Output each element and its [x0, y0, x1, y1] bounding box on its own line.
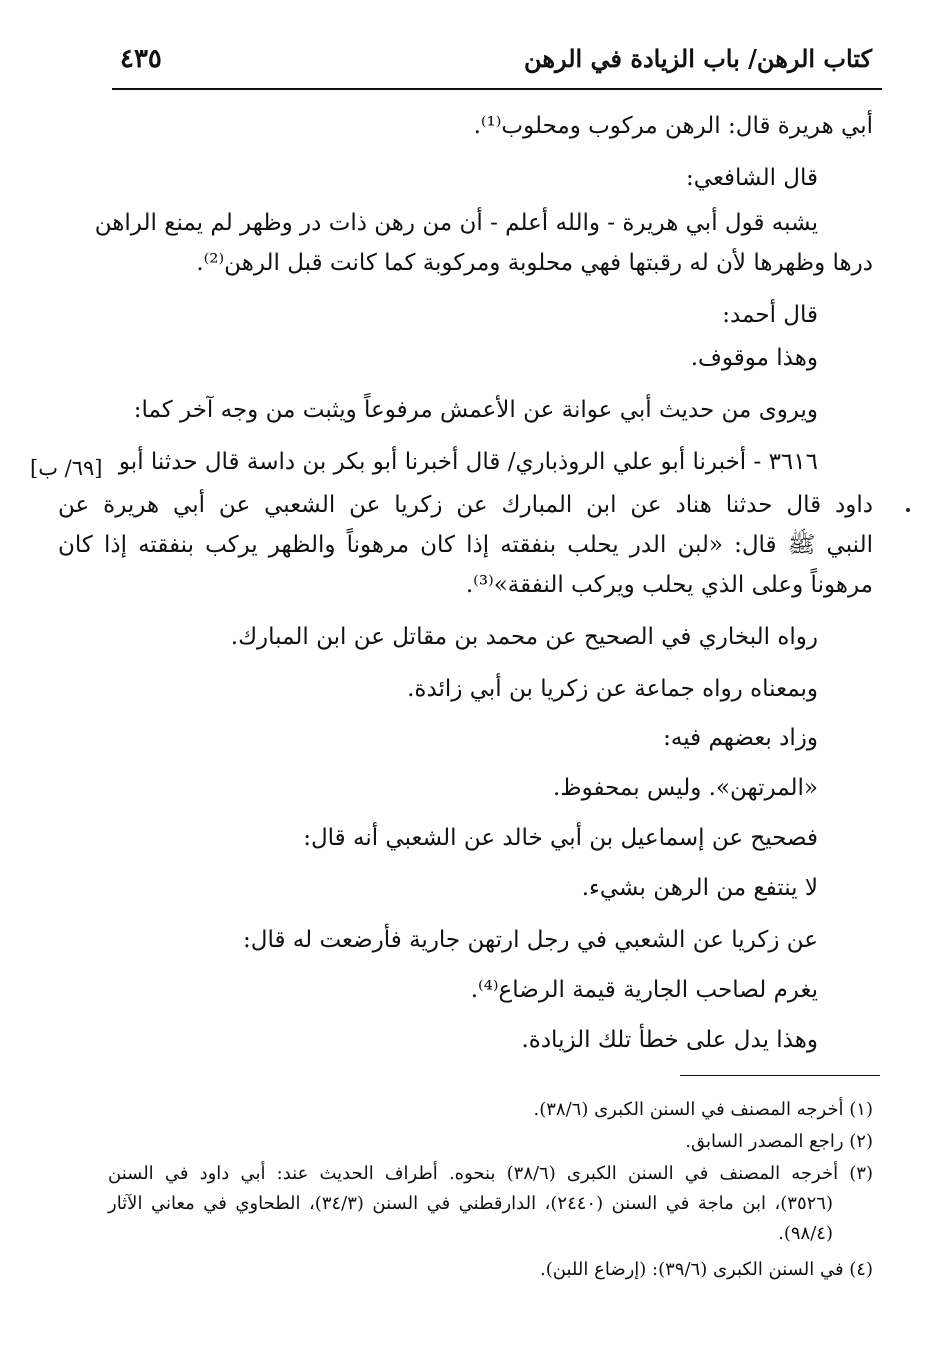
- body-line: قال الشافعي:: [686, 165, 818, 191]
- body-line: رواه البخاري في الصحيح عن محمد بن مقاتل عن ابن المبارك.: [230, 624, 818, 650]
- body-line: قال أحمد:: [722, 302, 818, 328]
- body-line: أبي هريرة قال: الرهن مركوب ومحلوب⁽¹⁾.: [473, 113, 873, 139]
- body-line: النبي ﷺ قال: «لبن الدر يحلب بنفقته إذا كان مرهوناً والظهر يركب بنفقته إذا كان: [58, 532, 873, 558]
- body-line: «المرتهن». وليس بمحفوظ.: [553, 775, 818, 801]
- footnote-separator: [680, 1075, 880, 1076]
- body-line: درها وظهرها لأن له رقبتها فهي محلوبة ومركوبة كما كانت قبل الرهن⁽²⁾.: [196, 250, 873, 276]
- margin-mark: [906, 508, 910, 512]
- running-title: كتاب الرهن/ باب الزيادة في الرهن: [524, 44, 872, 73]
- body-line: لا ينتفع من الرهن بشيء.: [581, 875, 818, 901]
- footnote: (٢) راجع المصدر السابق.: [685, 1131, 873, 1152]
- footnote: (٣) أخرجه المصنف في السنن الكبرى (٣٨/٦) بنحوه. أطراف الحديث عند: أبي داود في السنن: [108, 1163, 873, 1184]
- body-line: مرهوناً وعلى الذي يحلب ويركب النفقة»⁽³⁾.: [465, 572, 873, 598]
- body-line: وبمعناه رواه جماعة عن زكريا بن أبي زائدة.: [407, 676, 818, 702]
- body-line: وزاد بعضهم فيه:: [663, 725, 818, 751]
- page-header: [112, 38, 882, 90]
- body-line: يغرم لصاحب الجارية قيمة الرضاع⁽⁴⁾.: [470, 977, 818, 1003]
- body-line: عن زكريا عن الشعبي في رجل ارتهن جارية فأرضعت له قال:: [243, 927, 818, 953]
- body-line: داود قال حدثنا هناد عن ابن المبارك عن زكريا عن الشعبي عن أبي هريرة عن: [58, 492, 873, 518]
- footnote-continuation: (٣٥٢٦)، ابن ماجة في السنن (٢٤٤٠)، الدارقطني في السنن (٣٤/٣)، الطحاوي في معاني الآثار: [108, 1193, 833, 1214]
- hadith-number-line: ٣٦١٦ - أخبرنا أبو علي الروذباري/ قال أخبرنا أبو بكر بن داسة قال حدثنا أبو: [118, 449, 818, 475]
- page-number: ٤٣٥: [120, 44, 162, 74]
- body-line: فصحيح عن إسماعيل بن أبي خالد عن الشعبي أنه قال:: [303, 825, 818, 851]
- body-line: يشبه قول أبي هريرة - والله أعلم - أن من رهن ذات در وظهر لم يمنع الراهن: [94, 210, 818, 236]
- footnote: (١) أخرجه المصنف في السنن الكبرى (٣٨/٦).: [533, 1099, 873, 1120]
- manuscript-folio-marker: [٦٩/ ب]: [30, 456, 103, 480]
- footnote-continuation: (٩٨/٤).: [778, 1223, 833, 1244]
- body-line: ويروى من حديث أبي عوانة عن الأعمش مرفوعاً ويثبت من وجه آخر كما:: [133, 397, 818, 423]
- footnote: (٤) في السنن الكبرى (٣٩/٦): (إرضاع اللبن).: [540, 1259, 873, 1280]
- body-line: وهذا موقوف.: [690, 345, 818, 371]
- body-line: وهذا يدل على خطأ تلك الزيادة.: [521, 1027, 818, 1053]
